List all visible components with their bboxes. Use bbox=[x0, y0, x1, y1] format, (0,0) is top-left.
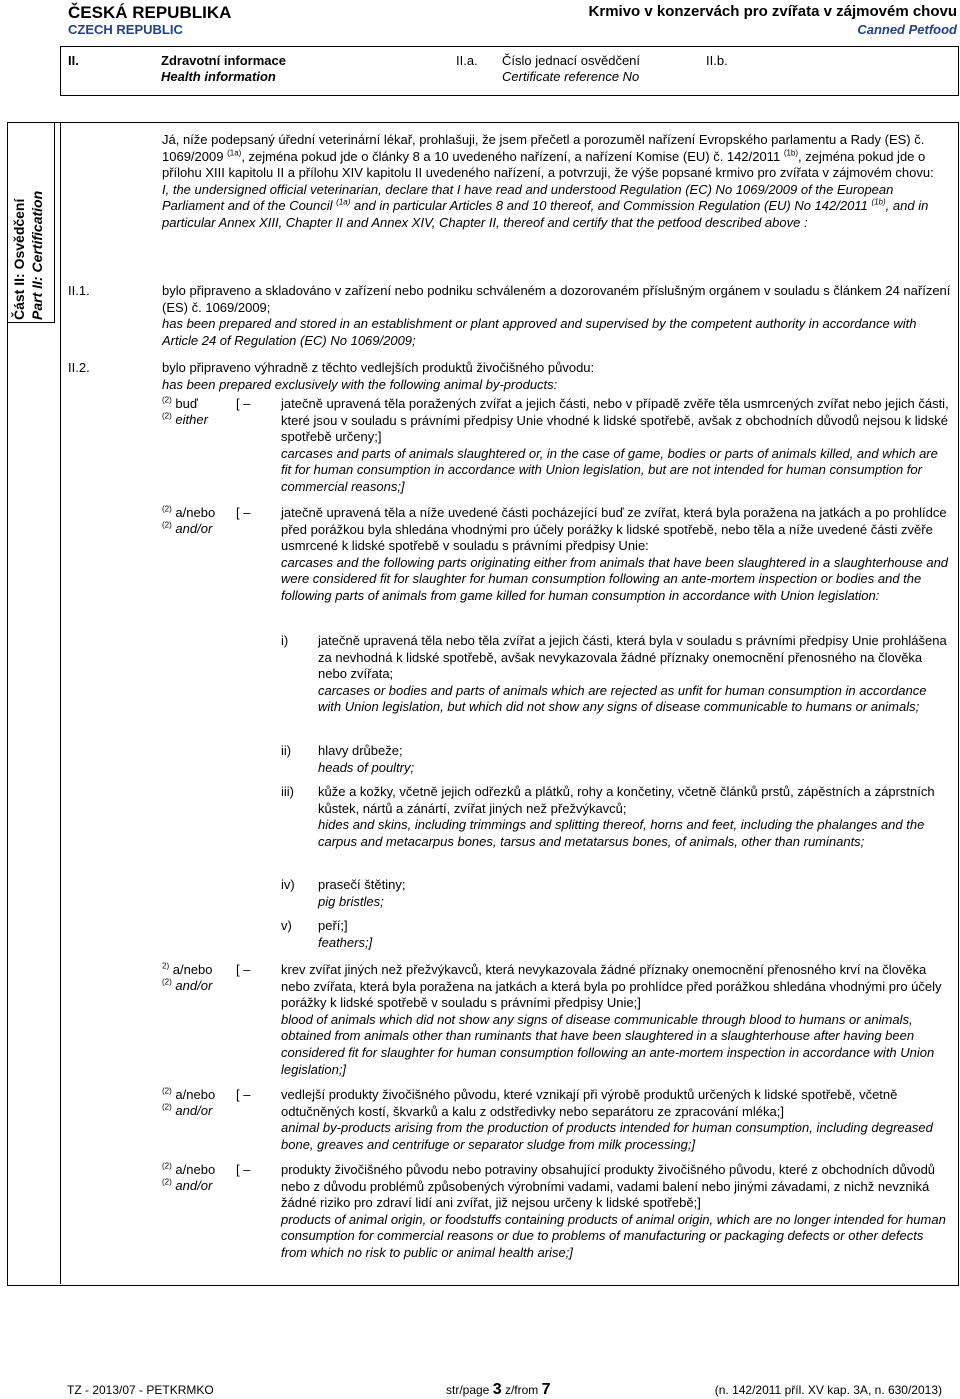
ref-heading bbox=[502, 53, 640, 85]
option-andor-4: $^{(2)}$ a/nebo $^{(2)}$ and/or bbox=[162, 1086, 216, 1118]
header-box bbox=[60, 46, 959, 96]
part-title-en: Part II: Certification bbox=[29, 190, 45, 320]
item5-text: produkty živočišného původu nebo potraviny obsahující produkty živočišného původu, které z obchodních důvodů nebo z důvodu problémů způsobených výrobními vadami, vadami balení nebo jinými závadami, z nichž nevzniká žádné riziko pro zdraví lidí ani zvířat, již nejsou určeny k lidské spotřebě;] products of animal origin, or foodstuffs containing products of animal origin, which are no longer intended for human consumption for commercial reasons or due to problems of manufacturing or packaging defects or other defects from which no risk to public or animal health arise;] bbox=[281, 1162, 946, 1260]
option-bracket-3: [ – bbox=[236, 962, 251, 977]
option-andor-3: $^{2)}$ a/nebo $^{(2)}$ and/or bbox=[162, 961, 213, 993]
section-title: Zdravotní informace bbox=[161, 53, 286, 68]
option-bracket-1: [ – bbox=[236, 396, 251, 411]
ref-label: II.a. bbox=[456, 53, 478, 68]
item2-text: jatečně upravená těla a níže uvedené části pocházející buď ze zvířat, která byla poražena na jatkách a po prohlídce před porážkou byla shledána vhodnými pro účely porážky k lidské spotřebě, nebo těla a níže uvedené části zvěře usmrcené k lidské spotřebě v souladu s právními předpisy Unie: carcases and the following parts originating either from animals that have been slaughtered in a slaughterhouse and were considered fit for slaughter for human consumption following an ante-mortem inspection or bodies and the following parts of animals from game killed for human consumption in accordance with Union legislation: bbox=[281, 505, 949, 603]
document-title-en: Canned Petfood bbox=[857, 22, 957, 37]
sub-item-text: jatečně upravená těla nebo těla zvířat a jejich části, která byla v souladu s právními předpisy Unie prohlášena za nevhodná k lidské spotřebě, avšak nevykazovala žádné příznaky onemocnění přenosného na člověka nebo zvířata; carcases or bodies and parts of animals which are rejected as unfit for human consumption in accordance with Union legislation, but which did not show any signs of disease communicable to humans or animals; bbox=[318, 633, 947, 715]
item1-text: jatečně upravená těla poražených zvířat a jejich části, nebo v případě zvěře těla usmrcených zvířat nebo jejich části, které jsou v souladu s právními předpisy Unie vhodné k lidské spotřebě, avšak z obchodních důvodů nejsou k lidské spotřebě určeny;] carcases and parts of animals slaughtered or, in the case of game, bodies or parts of animals killed, and which are fit for human consumption in accordance with Union legislation, but are not intended for human consumption for commercial reasons;] bbox=[281, 396, 949, 494]
iib-label: II.b. bbox=[706, 53, 728, 68]
sub-item-text: peří;] feathers;] bbox=[318, 918, 373, 950]
column-divider bbox=[60, 122, 61, 1284]
ref-title-en: Certificate reference No bbox=[502, 69, 640, 84]
item4-text: vedlejší produkty živočišného původu, které vznikají při výrobě produktů určených k lidské spotřebě, včetně odtučněných kostí, škvarků a kalu z odstředivky nebo separátoru ze zpracování mléka;] animal by-products arising from the production of products intended for human consumption, including degreased bone, greaves and centrifuge or separator sludge from milk processing;] bbox=[281, 1087, 933, 1152]
option-andor-2: $^{(2)}$ a/nebo $^{(2)}$ and/or bbox=[162, 504, 216, 536]
sub-item-number: iii) bbox=[281, 784, 294, 799]
sub-item-text: hlavy drůbeže; heads of poultry; bbox=[318, 743, 415, 775]
sub-item-text: kůže a kožky, včetně jejich odřezků a plátků, rohy a končetiny, včetně článků prstů, zápěstních a záprstních kůstek, nártů a zánártí, zvířat jiných než přežvýkavců; hides and skins, including trimmings and splitting thereof, horns and feet, including the phalanges and the carpus and metacarpus bones, tarsus and metatarsus bones, of animals, other than ruminants; bbox=[318, 784, 935, 849]
section-title-en: Health information bbox=[161, 69, 276, 84]
sub-item-number: iv) bbox=[281, 877, 295, 892]
sub-item-number: v) bbox=[281, 918, 292, 933]
item-number-ii2: II.2. bbox=[68, 360, 90, 375]
section-number: II. bbox=[68, 53, 79, 68]
intro-paragraph: Já, níže podepsaný úřední veterinární lékař, prohlašuji, že jsem přečetl a porozuměl nařízení Evropského parlamentu a Rady (ES) č. 1069/2009 $^{(1a)}$, zejména pokud jde o články 8 a 10 uvedeného nařízení, a nařízení Komise (EU) č. 142/2011 $^{(1b)}$, zejména pokud jde o přílohu XIII kapitolu II a přílohu XIV kapitolu II uvedeného nařízení, a potvrzuji, že výše popsané krmivo pro zvířata v zájmovém chovu: I, the undersigned official veterinarian, declare that I have read and understood Regulation (EC) No 1069/2009 of the European Parliament and of the Council $^{(1a)}$ and in particular Articles 8 and 10 thereof, and Commission Regulation (EU) No 142/2011 $^{(1b)}$, and in particular Annex XIII, Chapter II and Annex XIV, Chapter II, thereof and certify that the petfood described above : bbox=[162, 132, 952, 232]
part-label bbox=[10, 120, 46, 320]
section-heading bbox=[161, 53, 286, 85]
item3-text: krev zvířat jiných než přežvýkavců, která nevykazovala žádné příznaky onemocnění přenosného krví na člověka nebo zvířata, která byla poražena na jatkách a která byla po prohlídce před porážkou shledána vhodnými pro účely porážky k lidské spotřebě v souladu s právními předpisy Unie;] blood of animals which did not show any signs of disease communicable through blood to humans or animals, obtained from animals other than ruminants that have been slaughtered in a slaughterhouse after having been considered fit for slaughter for human consumption following an ante-mortem inspection in accordance with Union legislation;] bbox=[281, 962, 942, 1077]
option-bracket-5: [ – bbox=[236, 1162, 251, 1177]
option-andor-5: $^{(2)}$ a/nebo $^{(2)}$ and/or bbox=[162, 1161, 216, 1193]
ii2-text: bylo připraveno výhradně z těchto vedlejších produktů živočišného původu: has been prepared exclusively with the following animal by-products: bbox=[162, 360, 595, 392]
option-bracket-4: [ – bbox=[236, 1087, 251, 1102]
footer-form-code: TZ - 2013/07 - PETKRMKO bbox=[67, 1383, 214, 1397]
sub-item-number: ii) bbox=[281, 743, 292, 758]
intro-paragraph-en: I, the undersigned official veterinarian, declare that I have read and understood Regulation (EC) No 1069/2009 of the European Parliament and of the Council $^{(1a)}$ and in particular Articles 8 and 10 thereof, and Commission Regulation (EU) No 142/2011 $^{(1b)}$, and in particular Annex XIII, Chapter II and Annex XIV, Chapter II, thereof and certify that the petfood described above : bbox=[162, 181, 929, 230]
ref-title: Číslo jednací osvědčení bbox=[502, 53, 641, 68]
option-bracket-2: [ – bbox=[236, 505, 251, 520]
ii1-text: bylo připraveno a skladováno v zařízení nebo podniku schváleném a dozorovaném příslušným orgánem v souladu s článkem 24 nařízení (ES) č. 1069/2009; has been prepared and stored in an establishment or plant approved and supervised by the competent authority in accordance with Article 24 of Regulation (EC) No 1069/2009; bbox=[162, 283, 951, 348]
footer-reference: (n. 142/2011 příl. XV kap. 3A, n. 630/2013) bbox=[714, 1383, 942, 1397]
country-name-en: CZECH REPUBLIC bbox=[68, 22, 183, 37]
country-name: ČESKÁ REPUBLIKA bbox=[68, 3, 232, 22]
option-either: $^{(2)}$ buď $^{(2)}$ either bbox=[162, 395, 208, 427]
document-title: Krmivo v konzervách pro zvířata v zájmovém chovu bbox=[588, 3, 957, 20]
sub-item-text: prasečí štětiny; pig bristles; bbox=[318, 877, 406, 909]
part-title: Část II: Osvědčení bbox=[11, 198, 27, 320]
item-number-ii1: II.1. bbox=[68, 283, 90, 298]
sub-item-number: i) bbox=[281, 633, 289, 648]
footer-page-counter: str/page 3 z/from 7 bbox=[446, 1381, 551, 1398]
